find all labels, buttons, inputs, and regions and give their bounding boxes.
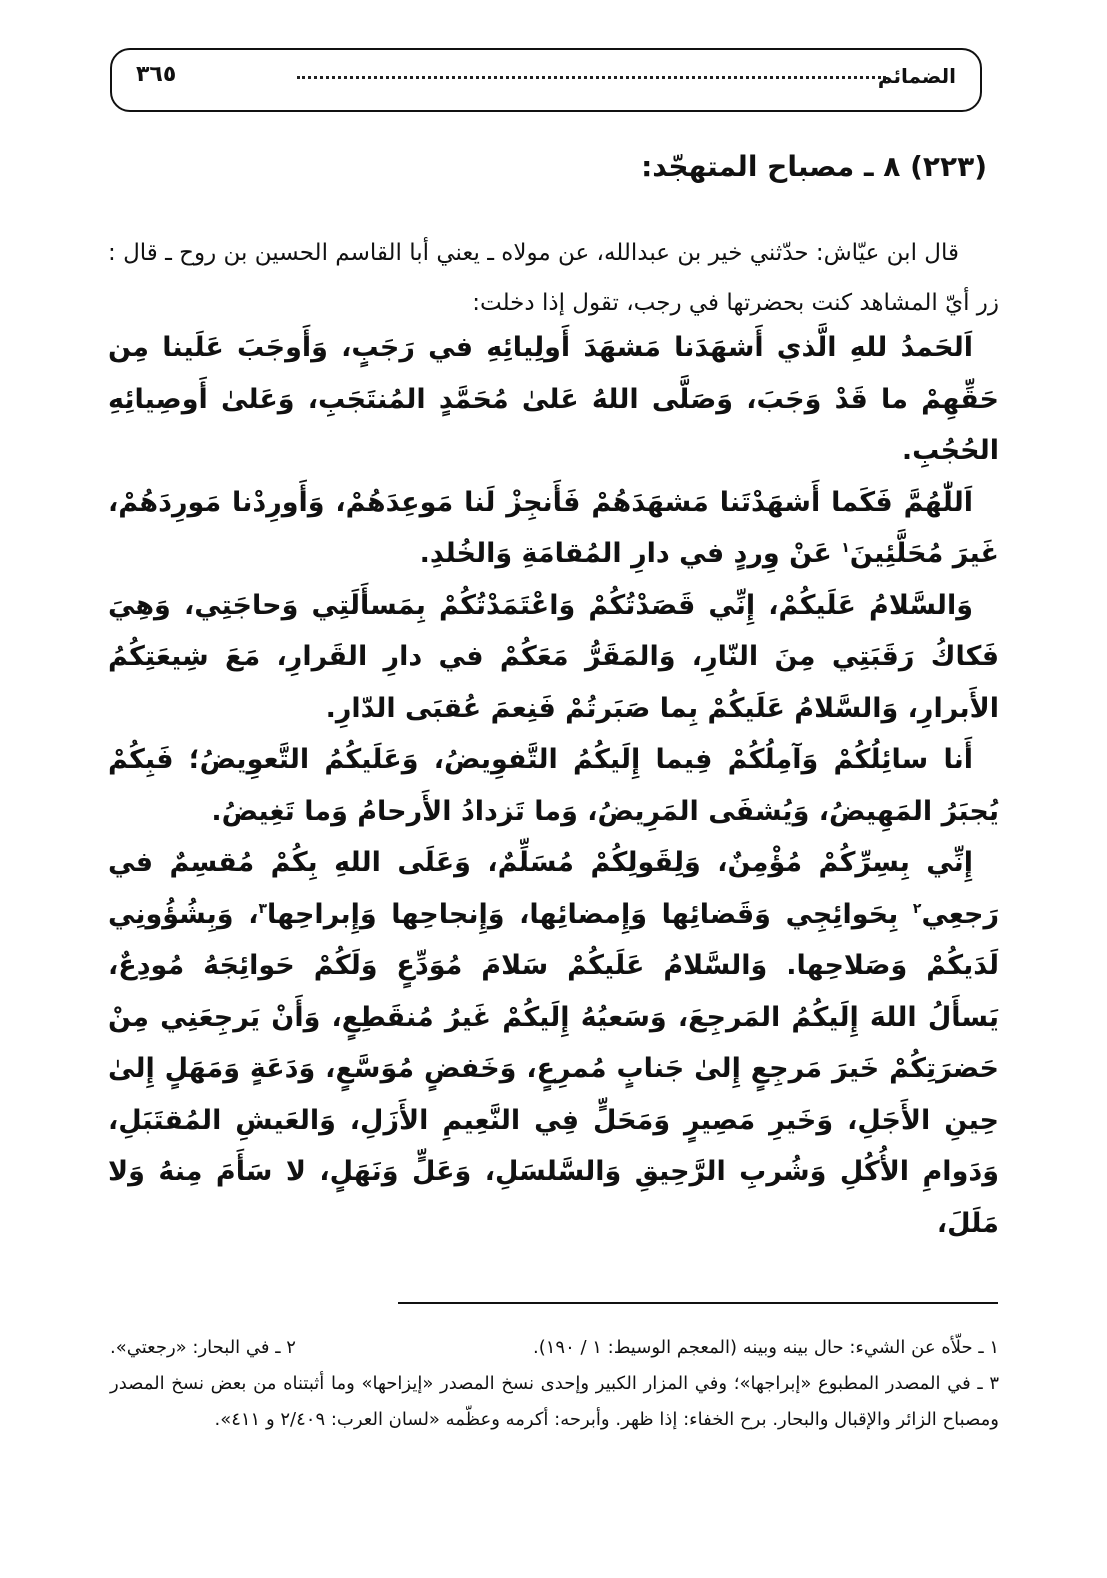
prayer-p2-part-b: عَنْ وِردٍ في دارِ المُقامَةِ وَالخُلدِ. — [419, 538, 842, 569]
prayer-paragraph-2 — [108, 477, 999, 580]
running-title: الضمائم — [877, 64, 956, 88]
footnote-divider — [398, 1302, 998, 1304]
prayer-paragraph-1: اَلحَمدُ للهِ الَّذي أَشهَدَنا مَشهَدَ أَولِيائِهِ في رَجَبٍ، وَأَوجَبَ عَلَينا مِن حَقِّهِمْ ما قَدْ وَجَبَ، وَصَلَّى اللهُ عَلىٰ مُحَمَّدٍ المُنتَجَبِ، وَعَلىٰ أَوصِيائِهِ الحُجُبِ. — [108, 332, 999, 466]
prayer-p5-part-b: بِحَوائِجِي وَقَضائِها وَإِمضائِها، وَإِنجاحِها وَإِبراحِها — [267, 898, 913, 930]
footnote-ref-3: ٣ — [258, 900, 268, 917]
page-header — [110, 48, 982, 112]
footnote-3: ٣ ـ في المصدر المطبوع «إبراجها»؛ وفي المزار الكبير وإحدى نسخ المصدر «إيزاحها» وما أثبتناه من بعض نسخ المصدر ومصباح الزائر والإقبال والبحار. برح الخفاء: إذا ظهر. وأبرحه: أكرمه وعظّمه «لسان العرب: ٢/٤٠٩ و ٤١١». — [110, 1373, 999, 1430]
footnote-1: ١ ـ حلّأه عن الشيء: حال بينه وبينه (المعجم الوسيط: ١ / ١٩٠). — [532, 1337, 999, 1358]
prayer-p5-part-c: ، وَبِشُؤُونِي لَدَيكُمْ وَصَلاحِها. وَالسَّلامُ عَلَيكُمْ سَلامَ مُوَدِّعٍ وَلَكُمْ حَوائِجَهُ مُودِعٌ، يَسأَلُ اللهَ إِلَيكُمُ المَرجِعَ، وَسَعيُهُ إِلَيكُمْ غَيرُ مُنقَطِعٍ، وَأَنْ يَرجِعَنِي مِنْ حَضرَتِكُمْ خَيرَ مَرجِعٍ إِلىٰ جَنابٍ مُمرِعٍ، وَخَفضٍ مُوَسَّعٍ، وَدَعَةٍ وَمَهَلٍ إِلىٰ حِينِ الأَجَلِ، وَخَيرِ مَصِيرٍ وَمَحَلٍّ فِي النَّعِيمِ الأَزَلِ، وَالعَيشِ المُقتَبَلِ، وَدَوامِ الأُكُلِ وَشُربِ الرَّحِيقِ وَالسَّلسَلِ، وَعَلٍّ وَنَهَلٍ، لا سَأَمَ مِنهُ وَلا مَلَلَ، — [108, 898, 999, 1239]
narration-block — [108, 228, 999, 328]
prayer-p5-part-a: إِنِّي بِسِرِّكُمْ مُؤْمِنٌ، وَلِقَولِكُمْ مُسَلِّمٌ، وَعَلَى اللهِ بِكُمْ مُقسِمٌ في رَجعِي — [108, 847, 1000, 930]
prayer-paragraph-3: وَالسَّلامُ عَلَيكُمْ، إِنِّي قَصَدْتُكُمْ وَاعْتَمَدْتُكُمْ بِمَسأَلَتِي وَحاجَتِي، وَهِيَ فَكاكُ رَقَبَتِي مِنَ النّارِ، وَالمَقَرُّ مَعَكُمْ في دارِ القَرارِ، مَعَ شِيعَتِكُمُ الأَبرارِ، وَالسَّلامُ عَلَيكُمْ بِما صَبَرتُمْ فَنِعمَ عُقبَى الدّارِ. — [108, 589, 999, 724]
prayer-paragraph-4: أَنا سائِلُكُمْ وَآمِلُكُمْ فِيما إِلَيكُمُ التَّفوِيضُ، وَعَلَيكُمُ التَّعوِيضُ؛ فَبِكُمْ يُجبَرُ المَهِيضُ، وَيُشفَى المَرِيضُ، وَما تَزدادُ الأَرحامُ وَما تَغِيضُ. — [108, 744, 999, 827]
header-leader-dots — [297, 76, 886, 79]
footnote-row-1-2 — [110, 1330, 999, 1366]
page-number: ٣٦٥ — [136, 62, 177, 87]
footnote-ref-2: ٢ — [912, 900, 922, 917]
prayer-paragraph-5 — [108, 837, 999, 1249]
footnote-2: ٢ ـ في البحار: «رجعتي». — [110, 1337, 296, 1358]
narration-paragraph: قال ابن عيّاش: حدّثني خير بن عبدالله، عن مولاه ـ يعني أبا القاسم الحسين بن روح ـ قال : زر أيّ المشاهد كنت بحضرتها في رجب، تقول إذا دخلت: — [108, 240, 999, 316]
footnote-ref-1: ١ — [841, 540, 850, 556]
prayer-text — [108, 322, 999, 1249]
section-heading: (٢٢٣) ٨ ـ مصباح المتهجّد: — [641, 150, 987, 183]
prayer-p2-part-a: اَللّٰهُمَّ فَكَما أَشهَدْتَنا مَشهَدَهُمْ فَأَنجِزْ لَنا مَوعِدَهُمْ، وَأَورِدْنا مَورِدَهُمْ، غَيرَ مُحَلَّئِينَ — [108, 486, 999, 569]
footnotes — [110, 1330, 999, 1438]
